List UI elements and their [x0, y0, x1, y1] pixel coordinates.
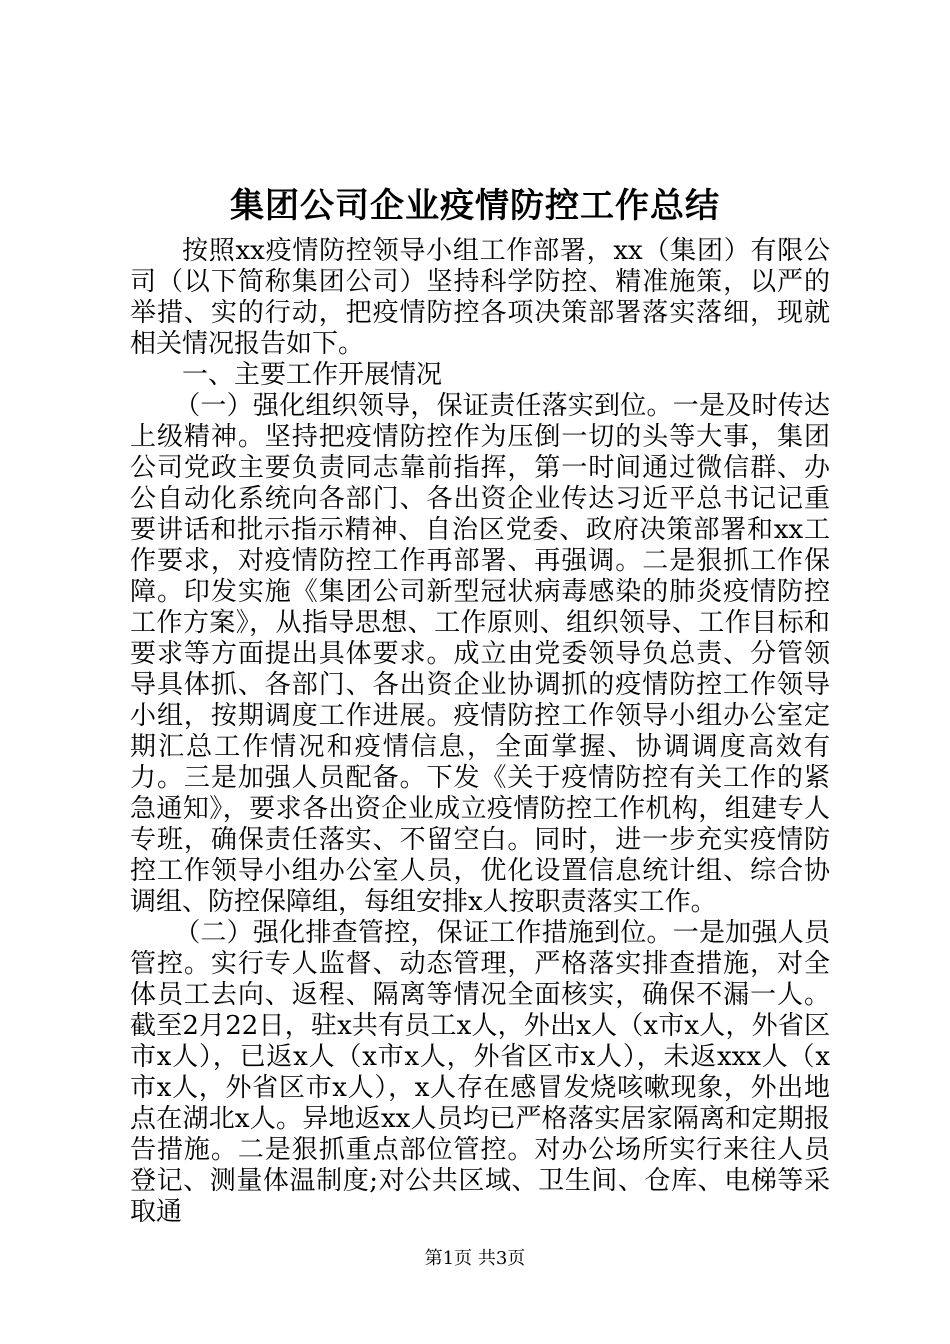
subsection-2-paragraph: （二）强化排查管控，保证工作措施到位。一是加强人员管控。实行专人监督、动态管理，严格落实排查措施，对全体员工去向、返程、隔离等情况全面核实，确保不漏一人。截至2月22日，驻x共有员工x人，外出x人（x市x人，外省区市x人），已返x人（x市x人，外省区市x人），未返xxx人（x市x人，外省区市x人），x人存在感冒发烧咳嗽现象，外出地点在湖北x人。异地返xx人员均已严格落实居家隔离和定期报告措施。二是狠抓重点部位管控。对办公场所实行来往人员登记、测量体温制度;对公共区域、卫生间、仓库、电梯等采取通 — [130, 918, 830, 1227]
document-body — [130, 236, 830, 1228]
intro-paragraph: 按照xx疫情防控领导小组工作部署，xx（集团）有限公司（以下简称集团公司）坚持科学防控、精准施策，以严的举措、实的行动，把疫情防控各项决策部署落实落细，现就相关情况报告如下。 — [130, 236, 830, 359]
subsection-1-paragraph: （一）强化组织领导，保证责任落实到位。一是及时传达上级精神。坚持把疫情防控作为压倒一切的头等大事，集团公司党政主要负责同志靠前指挥，第一时间通过微信群、办公自动化系统向各部门、各出资企业传达习近平总书记记重要讲话和批示指示精神、自治区党委、政府决策部署和xx工作要求，对疫情防控工作再部署、再强调。二是狠抓工作保障。印发实施《集团公司新型冠状病毒感染的肺炎疫情防控工作方案》，从指导思想、工作原则、组织领导、工作目标和要求等方面提出具体要求。成立由党委领导负总责、分管领导具体抓、各部门、各出资企业协调抓的疫情防控工作领导小组，按期调度工作进展。疫情防控工作领导小组办公室定期汇总工作情况和疫情信息，全面掌握、协调调度高效有力。三是加强人员配备。下发《关于疫情防控有关工作的紧急通知》，要求各出资企业成立疫情防控工作机构，组建专人专班，确保责任落实、不留空白。同时，进一步充实疫情防控工作领导小组办公室人员，优化设置信息统计组、综合协调组、防控保障组，每组安排x人按职责落实工作。 — [130, 391, 830, 917]
section-heading: 一、主要工作开展情况 — [182, 360, 443, 390]
document-title: 集团公司企业疫情防控工作总结 — [230, 186, 720, 226]
page-footer: 第1页 共3页 — [424, 1248, 526, 1269]
